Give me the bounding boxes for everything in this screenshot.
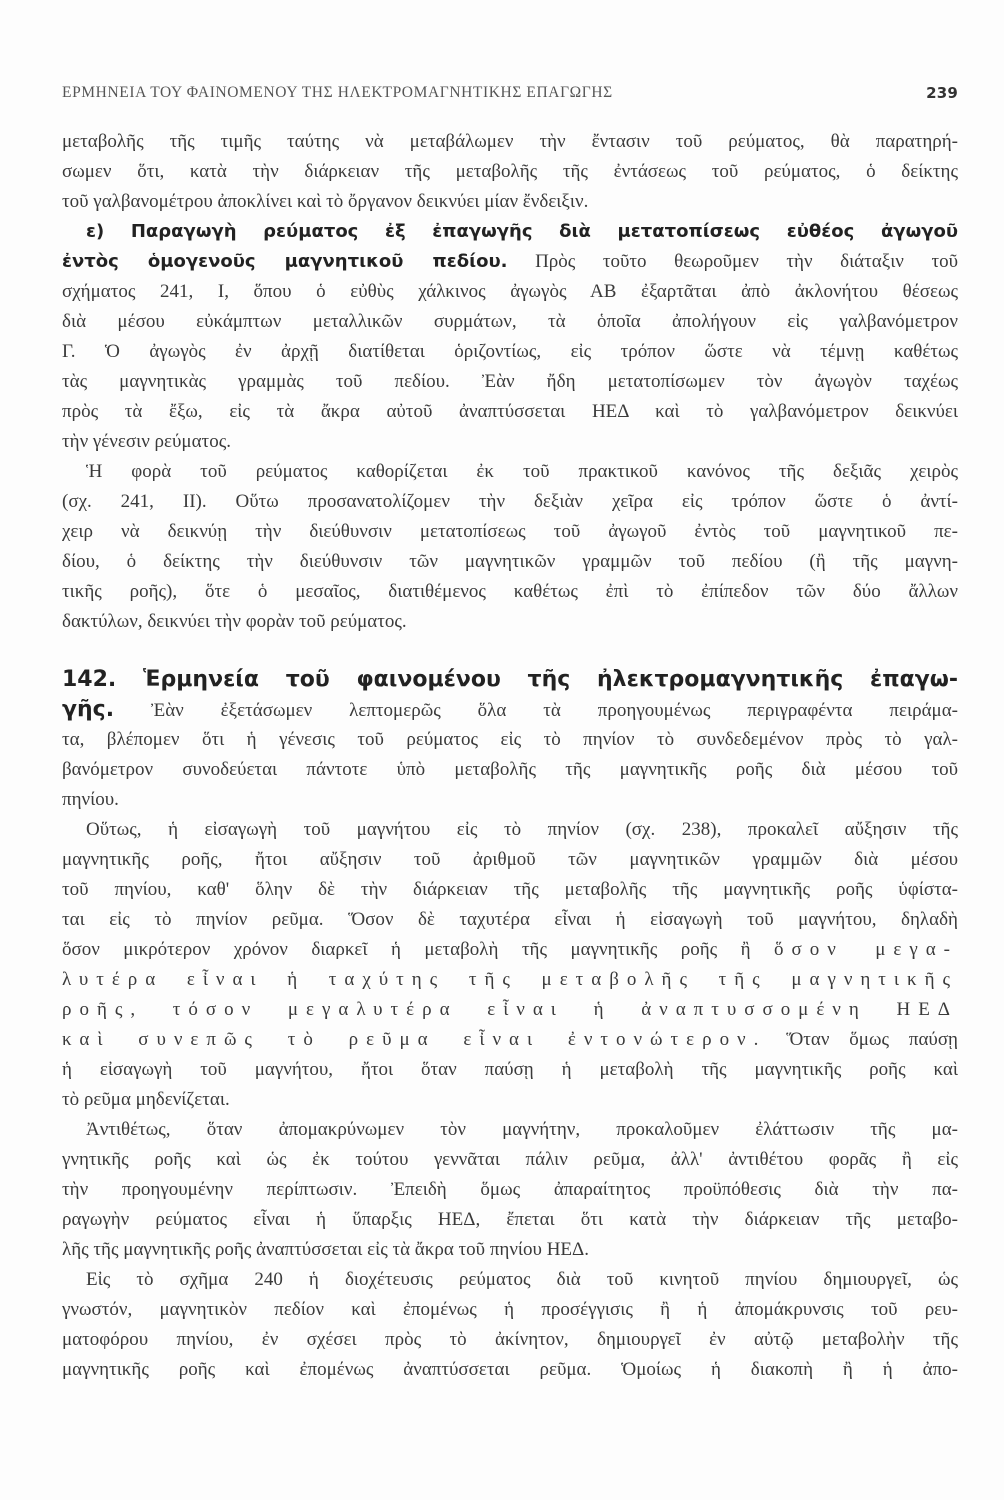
text-line [62, 845, 958, 875]
text-line [62, 1115, 958, 1145]
body-text: λῆς τῆς μαγνητικῆς ροῆς ἀναπτύσσεται εἰς τὰ ἄκρα τοῦ πηνίου ΗΕΔ. [62, 1239, 589, 1260]
text-line [62, 517, 958, 547]
body-text: τοῦ γαλβανομέτρου ἀποκλίνει καὶ τὸ ὄργανον δεικνύει μίαν ἔνδειξιν. [62, 191, 589, 212]
text-line [62, 905, 958, 935]
body-text: Γ. Ὁ ἀγωγὸς ἐν ἀρχῇ διατίθεται ὁριζοντίως, εἰς τρόπον ὥστε νὰ τέμνῃ καθέτως [62, 341, 958, 362]
text-line [62, 815, 958, 845]
body-text: βανόμετρον συνοδεύεται πάντοτε ὑπὸ μεταβολῆς τῆς μαγνητικῆς ροῆς διὰ μέσου τοῦ [62, 759, 958, 780]
body-text: ται εἰς τὸ πηνίον ρεῦμα. Ὅσον δὲ ταχυτέρα εἶναι ἡ εἰσαγωγὴ τοῦ μαγνήτου, δηλαδὴ [62, 909, 958, 930]
body-text: μαγνητικῆς ροῆς, ἤτοι αὔξησιν τοῦ ἀριθμοῦ τῶν μαγνητικῶν γραμμῶν διὰ μέσου [62, 849, 958, 870]
page-number: 239 [926, 84, 958, 102]
body-text: πρὸς τὰ ἔξω, εἰς τὰ ἄκρα αὐτοῦ ἀναπτύσσεται ΗΕΔ καὶ τὸ γαλβανόμετρον δεικνύει [62, 401, 958, 422]
text-line [62, 755, 958, 785]
text-line [62, 187, 958, 217]
body-text: μαγνητικῆς ροῆς καὶ ἐπομένως ἀναπτύσσεται ρεῦμα. Ὁμοίως ἡ διακοπὴ ἢ ἡ ἀπο- [62, 1359, 958, 1380]
body-text: ματοφόρου πηνίου, ἐν σχέσει πρὸς τὸ ἀκίνητον, δημιουργεῖ ἐν αὐτῷ μεταβολὴν τῆς [62, 1329, 958, 1350]
text-line [62, 1325, 958, 1355]
body-text: σχήματος 241, Ι, ὅπου ὁ εὐθὺς χάλκινος ἀγωγὸς ΑΒ ἐξαρτᾶται ἀπὸ ἀκλονήτου θέσεως [62, 281, 958, 302]
body-text: τὸ ρεῦμα μηδενίζεται. [62, 1089, 230, 1110]
body-text: Ἐὰν ἐξετάσωμεν λεπτομερῶς ὅλα τὰ προηγουμένως περιγραφέντα πειράμα- [114, 700, 958, 721]
text-line [62, 725, 958, 755]
text-line [62, 367, 958, 397]
text-line [62, 935, 958, 965]
text-line [62, 1145, 958, 1175]
body-text: Ὅταν ὅμως παύσῃ [766, 1029, 958, 1050]
text-line [62, 1175, 958, 1205]
section-previous-continued [62, 127, 958, 637]
body-text: τικῆς ροῆς), ὅτε ὁ μεσαῖος, διατιθέμενος καθέτως ἐπὶ τὸ ἐπίπεδον τῶν δύο ἄλλων [62, 581, 958, 602]
text-line [62, 247, 958, 277]
text-line [62, 695, 958, 725]
text-line [62, 665, 958, 695]
text-line [62, 457, 958, 487]
body-text: (σχ. 241, ΙΙ). Οὕτω προσανατολίζομεν τὴν δεξιὰν χεῖρα εἰς τρόπον ὥστε ὁ ἀντί- [62, 491, 958, 512]
emphasized-text: ὅσον μεγα- [774, 939, 958, 960]
subsection-heading-text: ἐντὸς ὁμογενοῦς μαγνητικοῦ πεδίου. [62, 251, 508, 272]
body-text: Ἀντιθέτως, ὅταν ἀπομακρύνωμεν τὸν μαγνήτην, προκαλοῦμεν ἐλάττωσιν τῆς μα- [86, 1119, 958, 1140]
body-text: ἡ εἰσαγωγὴ τοῦ μαγνήτου, ἤτοι ὅταν παύσῃ ἡ μεταβολὴ τῆς μαγνητικῆς ροῆς καὶ [62, 1059, 958, 1080]
body-text: Ἡ φορὰ τοῦ ρεύματος καθορίζεται ἐκ τοῦ πρακτικοῦ κανόνος τῆς δεξιᾶς χειρὸς [86, 461, 958, 482]
body-text: Οὕτως, ἡ εἰσαγωγὴ τοῦ μαγνήτου εἰς τὸ πηνίον (σχ. 238), προκαλεῖ αὔξησιν τῆς [86, 819, 958, 840]
text-line [62, 785, 958, 815]
body-text: χειρ νὰ δεικνύῃ τὴν διεύθυνσιν μετατοπίσεως τοῦ ἀγωγοῦ ἐντὸς τοῦ μαγνητικοῦ πε- [62, 521, 958, 542]
text-line [62, 277, 958, 307]
running-header [62, 84, 958, 110]
body-text: τα, βλέπομεν ὅτι ἡ γένεσις τοῦ ρεύματος εἰς τὸ πηνίον τὸ συνδεδεμένον πρὸς τὸ γαλ- [62, 729, 958, 750]
body-text: γνητικῆς ροῆς καὶ ὡς ἐκ τούτου γεννᾶται πάλιν ρεῦμα, ἀλλ' ἀντιθέτου φορᾶς ἢ εἰς [62, 1149, 958, 1170]
text-line [62, 217, 958, 247]
running-header-title: ΕΡΜΗΝΕΙΑ ΤΟΥ ΦΑΙΝΟΜΕΝΟΥ ΤΗΣ ΗΛΕΚΤΡΟΜΑΓΝΗΤΙΚΗΣ ΕΠΑΓΩΓΗΣ [62, 84, 613, 101]
body-text: Εἰς τὸ σχῆμα 240 ἡ διοχέτευσις ρεύματος διὰ τοῦ κινητοῦ πηνίου δημιουργεῖ, ὡς [86, 1269, 958, 1290]
emphasized-text: καὶ συνεπῶς τὸ ρεῦμα εἶναι ἐντονώτερον. [62, 1029, 767, 1050]
text-line [62, 307, 958, 337]
section-heading-text: γῆς. [62, 697, 115, 722]
text-line [62, 397, 958, 427]
body-text: τὰς μαγνητικὰς γραμμὰς τοῦ πεδίου. Ἐὰν ἤδη μετατοπίσωμεν τὸν ἀγωγὸν ταχέως [62, 371, 958, 392]
text-line [62, 607, 958, 637]
text-line [62, 1055, 958, 1085]
text-line [62, 1355, 958, 1385]
text-line [62, 547, 958, 577]
text-line [62, 487, 958, 517]
body-text: ὅσον μικρότερον χρόνον διαρκεῖ ἡ μεταβολὴ τῆς μαγνητικῆς ροῆς ἢ [62, 939, 775, 960]
body-text: δίου, ὁ δείκτης τὴν διεύθυνσιν τῶν μαγνητικῶν γραμμῶν τοῦ πεδίου (ἢ τῆς μαγνη- [62, 551, 958, 572]
body-text: τὴν γένεσιν ρεύματος. [62, 431, 231, 452]
body-text: μεταβολῆς τῆς τιμῆς ταύτης νὰ μεταβάλωμεν τὴν ἔντασιν τοῦ ρεύματος, θὰ παρατηρή- [62, 131, 958, 152]
text-line [62, 875, 958, 905]
body-text: τοῦ πηνίου, καθ' ὅλην δὲ τὴν διάρκειαν τῆς μεταβολῆς τῆς μαγνητικῆς ροῆς ὑφίστα- [62, 879, 958, 900]
body-text: Πρὸς τοῦτο θεωροῦμεν τὴν διάταξιν τοῦ [507, 251, 959, 272]
text-line [62, 127, 958, 157]
text-line [62, 1205, 958, 1235]
text-line [62, 965, 958, 995]
text-line [62, 1295, 958, 1325]
text-line [62, 577, 958, 607]
body-text: γνωστόν, μαγνητικὸν πεδίον καὶ ἐπομένως ἡ προσέγγισις ἢ ἡ ἀπομάκρυνσις τοῦ ρευ- [62, 1299, 958, 1320]
text-line [62, 427, 958, 457]
body-text: πηνίου. [62, 789, 119, 810]
text-line [62, 157, 958, 187]
body-text: ραγωγὴν ρεύματος εἶναι ἡ ὕπαρξις ΗΕΔ, ἔπεται ὅτι κατὰ τὴν διάρκειαν τῆς μεταβο- [62, 1209, 958, 1230]
page-body [62, 127, 958, 1385]
emphasized-text: λυτέρα εἶναι ἡ ταχύτης τῆς μεταβολῆς τῆς μαγνητικῆς [62, 969, 958, 990]
text-line [62, 1265, 958, 1295]
section-142 [62, 665, 958, 1385]
body-text: σωμεν ὅτι, κατὰ τὴν διάρκειαν τῆς μεταβολῆς τῆς ἐντάσεως τοῦ ρεύματος, ὁ δείκτης [62, 161, 958, 182]
body-text: δακτύλων, δεικνύει τὴν φορὰν τοῦ ρεύματος. [62, 611, 407, 632]
text-line [62, 1085, 958, 1115]
body-text: διὰ μέσου εὐκάμπτων μεταλλικῶν συρμάτων, τὰ ὁποῖα ἀπολήγουν εἰς γαλβανόμετρον [62, 311, 958, 332]
emphasized-text: ροῆς, τόσον μεγαλυτέρα εἶναι ἡ ἀναπτυσσομένη ΗΕΔ [62, 999, 958, 1020]
subsection-heading-text: ε) Παραγωγὴ ρεύματος ἐξ ἐπαγωγῆς διὰ μετατοπίσεως εὐθέος ἀγωγοῦ [86, 221, 958, 242]
text-line [62, 337, 958, 367]
text-line [62, 995, 958, 1025]
body-text: τὴν προηγουμένην περίπτωσιν. Ἐπειδὴ ὅμως ἀπαραίτητος προϋπόθεσις διὰ τὴν πα- [62, 1179, 958, 1200]
text-line [62, 1025, 958, 1055]
section-heading-text: 142. Ἑρμηνεία τοῦ φαινομένου τῆς ἠλεκτρομαγνητικῆς ἐπαγω- [62, 667, 958, 692]
text-line [62, 1235, 958, 1265]
